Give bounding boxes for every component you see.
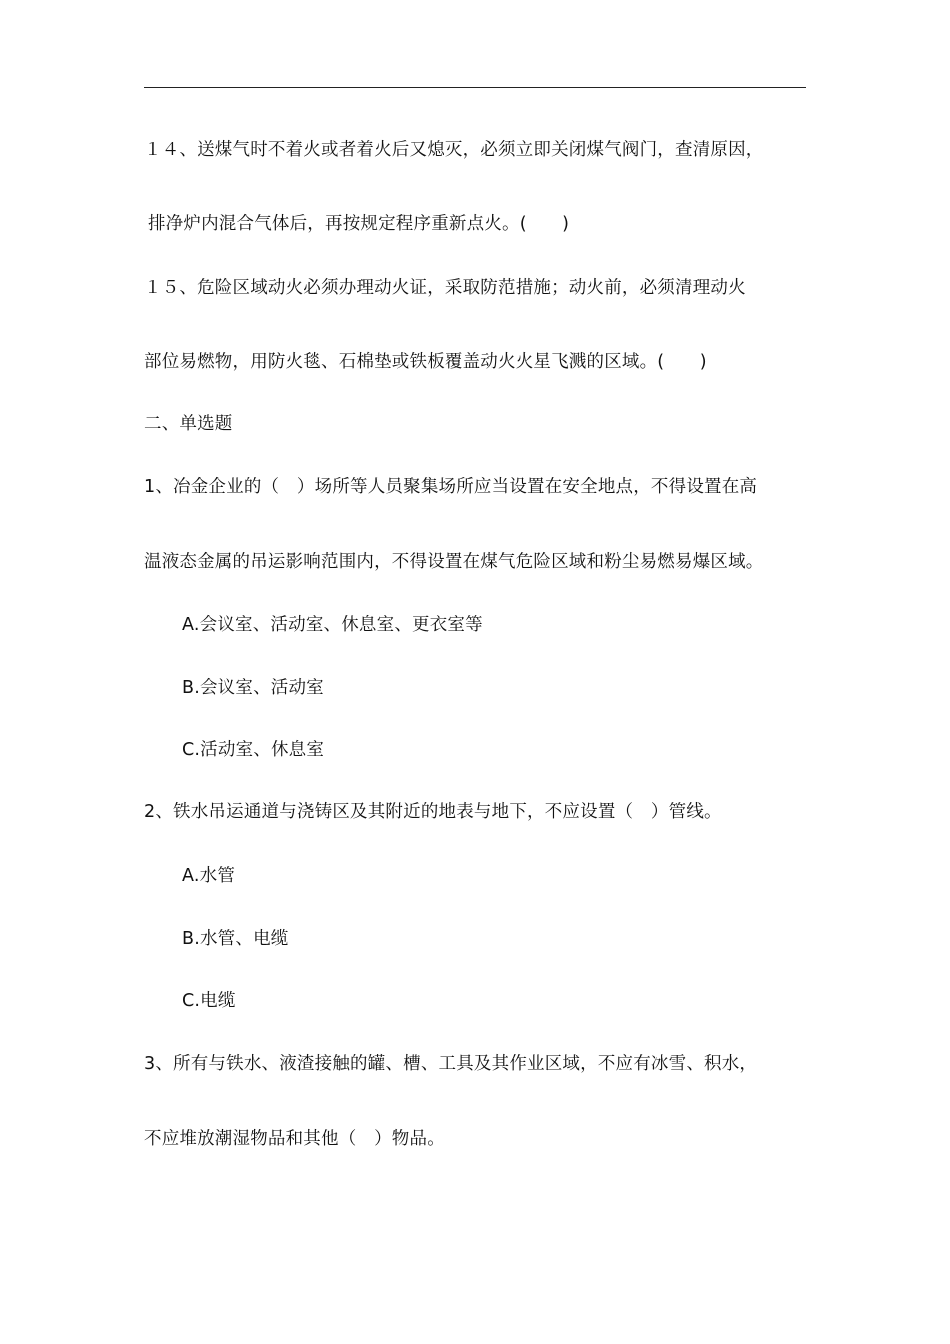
question-14-line-1: １４、送煤气时不着火或者着火后又熄灭，必须立即关闭煤气阀门，查清原因， xyxy=(144,140,764,160)
mc-question-2: 2、铁水吊运通道与浇铸区及其附近的地表与地下，不应设置（ ）管线。 xyxy=(144,802,722,822)
question-14-line-2: 排净炉内混合气体后，再按规定程序重新点火。( ) xyxy=(148,214,570,234)
question-15-line-2: 部位易燃物，用防火毯、石棉垫或铁板覆盖动火火星飞溅的区域。( ) xyxy=(144,352,707,372)
mc-question-3-line-2: 不应堆放潮湿物品和其他（ ）物品。 xyxy=(144,1129,445,1149)
mc-question-1-line-2: 温液态金属的吊运影响范围内，不得设置在煤气危险区域和粉尘易燃易爆区域。 xyxy=(144,552,764,572)
mc-question-3-line-1: 3、所有与铁水、液渣接触的罐、槽、工具及其作业区域，不应有冰雪、积水， xyxy=(144,1054,758,1074)
mc-question-1-option-b: B.会议室、活动室 xyxy=(182,678,324,698)
mc-question-2-option-b: B.水管、电缆 xyxy=(182,929,289,949)
section-heading-single-choice: 二、单选题 xyxy=(144,414,233,434)
mc-question-2-option-c: C.电缆 xyxy=(182,991,236,1011)
mc-question-1-option-c: C.活动室、休息室 xyxy=(182,740,325,760)
mc-question-2-option-a: A.水管 xyxy=(182,866,236,886)
mc-question-1-line-1: 1、冶金企业的（ ）场所等人员聚集场所应当设置在安全地点，不得设置在高 xyxy=(144,477,758,497)
mc-question-1-option-a: A.会议室、活动室、休息室、更衣室等 xyxy=(182,615,483,635)
question-15-line-1: １５、危险区域动火必须办理动火证，采取防范措施；动火前，必须清理动火 xyxy=(144,278,746,298)
header-rule xyxy=(144,87,806,88)
